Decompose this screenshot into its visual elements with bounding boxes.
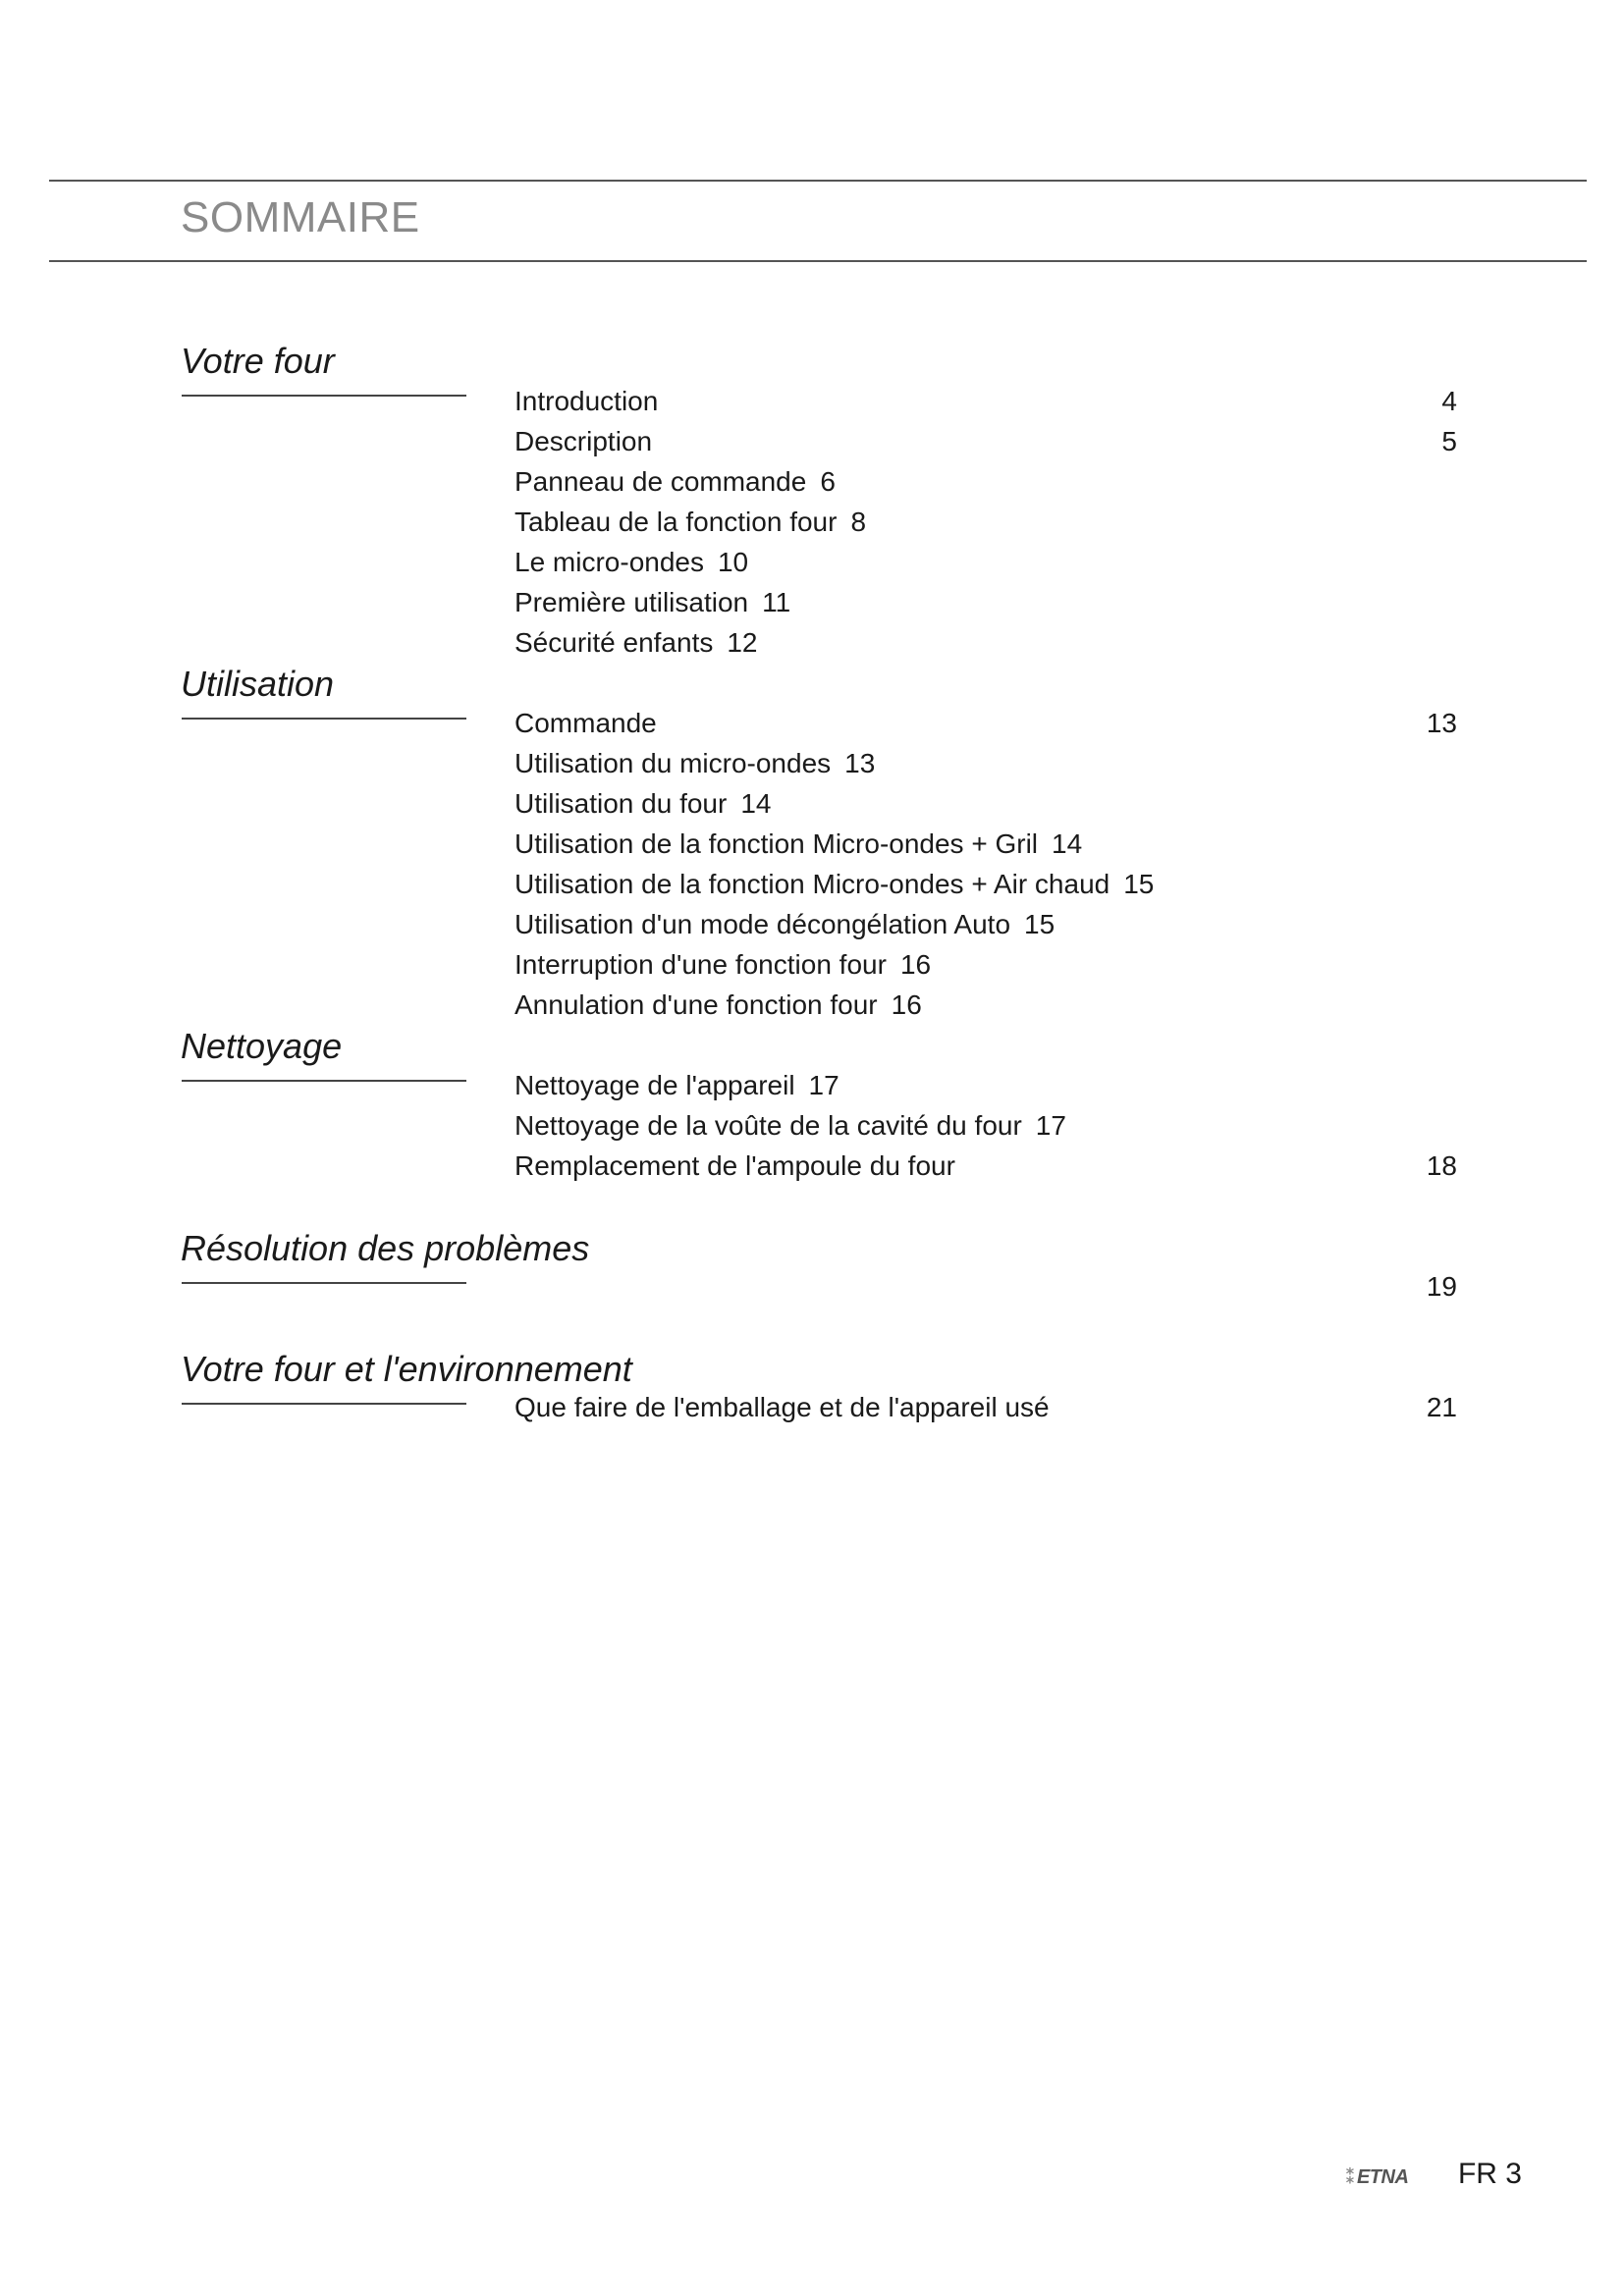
toc-entry-label: Nettoyage de l'appareil — [514, 1070, 795, 1100]
toc-entry[interactable] — [514, 744, 1457, 783]
toc-entry-label: Annulation d'une fonction four — [514, 989, 878, 1020]
toc-entry-label: Utilisation du micro-ondes — [514, 748, 832, 778]
toc-entry[interactable] — [514, 422, 1457, 461]
page-number: FR 3 — [1457, 2158, 1522, 2190]
toc-entry-page: 15 — [1024, 909, 1056, 939]
toc-entry-page: 18 — [1426, 1150, 1457, 1181]
toc-entry-label: Tableau de la fonction four — [514, 507, 838, 537]
toc-entry[interactable] — [514, 543, 1457, 582]
toc-entry-page: 10 — [717, 547, 749, 577]
header-bottom-rule — [49, 260, 1587, 262]
section-title-resolution-des-problemes: Résolution des problèmes — [181, 1228, 590, 1268]
toc-entry[interactable] — [514, 704, 1457, 743]
toc-entry-label: Remplacement de l'ampoule du four — [514, 1150, 955, 1181]
toc-entry-page: 8 — [850, 507, 867, 537]
toc-entry-label: Sécurité enfants — [514, 627, 714, 658]
toc-entry-label: Que faire de l'emballage et de l'appareil usé — [514, 1392, 1050, 1422]
toc-entry-label: Interruption d'une fonction four — [514, 949, 887, 980]
toc-entry-page: 11 — [762, 587, 791, 617]
toc-entry-page: 14 — [1052, 828, 1083, 859]
toc-entry[interactable] — [514, 905, 1457, 944]
toc-entry[interactable] — [514, 1066, 1457, 1105]
toc-entry-label: Introduction — [514, 386, 659, 416]
toc-entry-page: 13 — [1426, 708, 1457, 738]
section-underline — [182, 395, 466, 397]
toc-entry[interactable] — [514, 1106, 1457, 1146]
toc-entry[interactable] — [514, 583, 1457, 622]
toc-entry[interactable] — [514, 1388, 1457, 1427]
toc-entry[interactable] — [514, 623, 1457, 663]
toc-entry-label: Utilisation de la fonction Micro-ondes + Air chaud — [514, 869, 1110, 899]
toc-entry-label: Le micro-ondes — [514, 547, 704, 577]
toc-entry-label: Description — [514, 426, 653, 456]
section-title-votre-four: Votre four — [181, 341, 335, 381]
section-underline — [182, 718, 466, 720]
brand-logo — [1345, 2164, 1408, 2189]
toc-entry[interactable] — [514, 865, 1457, 904]
toc-entry-page: 17 — [1035, 1110, 1066, 1141]
section-underline — [182, 1080, 466, 1082]
toc-entry-label: Utilisation de la fonction Micro-ondes + Gril — [514, 828, 1039, 859]
toc-entry[interactable] — [514, 1147, 1457, 1186]
toc-entry[interactable] — [514, 986, 1457, 1025]
page-title: SOMMAIRE — [181, 193, 420, 241]
toc-entry-label: Utilisation d'un mode décongélation Auto — [514, 909, 1011, 939]
brand-mark-icon: ⁑ — [1345, 2166, 1355, 2188]
toc-entry[interactable] — [514, 945, 1457, 985]
toc-entry-label: Panneau de commande — [514, 466, 807, 497]
toc-entry[interactable] — [514, 1267, 1457, 1307]
toc-entry[interactable] — [514, 825, 1457, 864]
section-underline — [182, 1403, 466, 1405]
toc-entry-page: 4 — [1441, 386, 1457, 416]
toc-entry-page: 14 — [740, 788, 772, 819]
page-footer — [1345, 2155, 1522, 2194]
toc-entry-label: Première utilisation — [514, 587, 749, 617]
toc-entry-page: 16 — [899, 949, 932, 980]
section-title-votre-four-et-l-environnement: Votre four et l'environnement — [181, 1349, 632, 1389]
header-top-rule — [49, 180, 1587, 182]
section-title-nettoyage: Nettoyage — [181, 1026, 343, 1066]
section-underline — [182, 1282, 466, 1284]
brand-name: ETNA — [1356, 2166, 1409, 2188]
toc-entry-page: 19 — [1426, 1271, 1457, 1302]
toc-entry-label: Utilisation du four — [514, 788, 728, 819]
toc-entry-page: 6 — [820, 466, 836, 497]
toc-entry[interactable] — [514, 382, 1457, 421]
toc-entry-page: 17 — [808, 1070, 839, 1100]
toc-entry-page: 13 — [844, 748, 876, 778]
section-title-utilisation: Utilisation — [181, 664, 335, 704]
toc-entry-page: 21 — [1426, 1392, 1457, 1422]
toc-entry-page: 12 — [727, 627, 758, 658]
toc-entry-page: 16 — [891, 989, 922, 1020]
toc-entry-label: Commande — [514, 708, 657, 738]
toc-entry[interactable] — [514, 462, 1457, 502]
toc-entry-page: 15 — [1123, 869, 1155, 899]
toc-entry[interactable] — [514, 784, 1457, 824]
toc-entry[interactable] — [514, 503, 1457, 542]
toc-entry-label: Nettoyage de la voûte de la cavité du four — [514, 1110, 1022, 1141]
toc-entry-page: 5 — [1441, 426, 1457, 456]
